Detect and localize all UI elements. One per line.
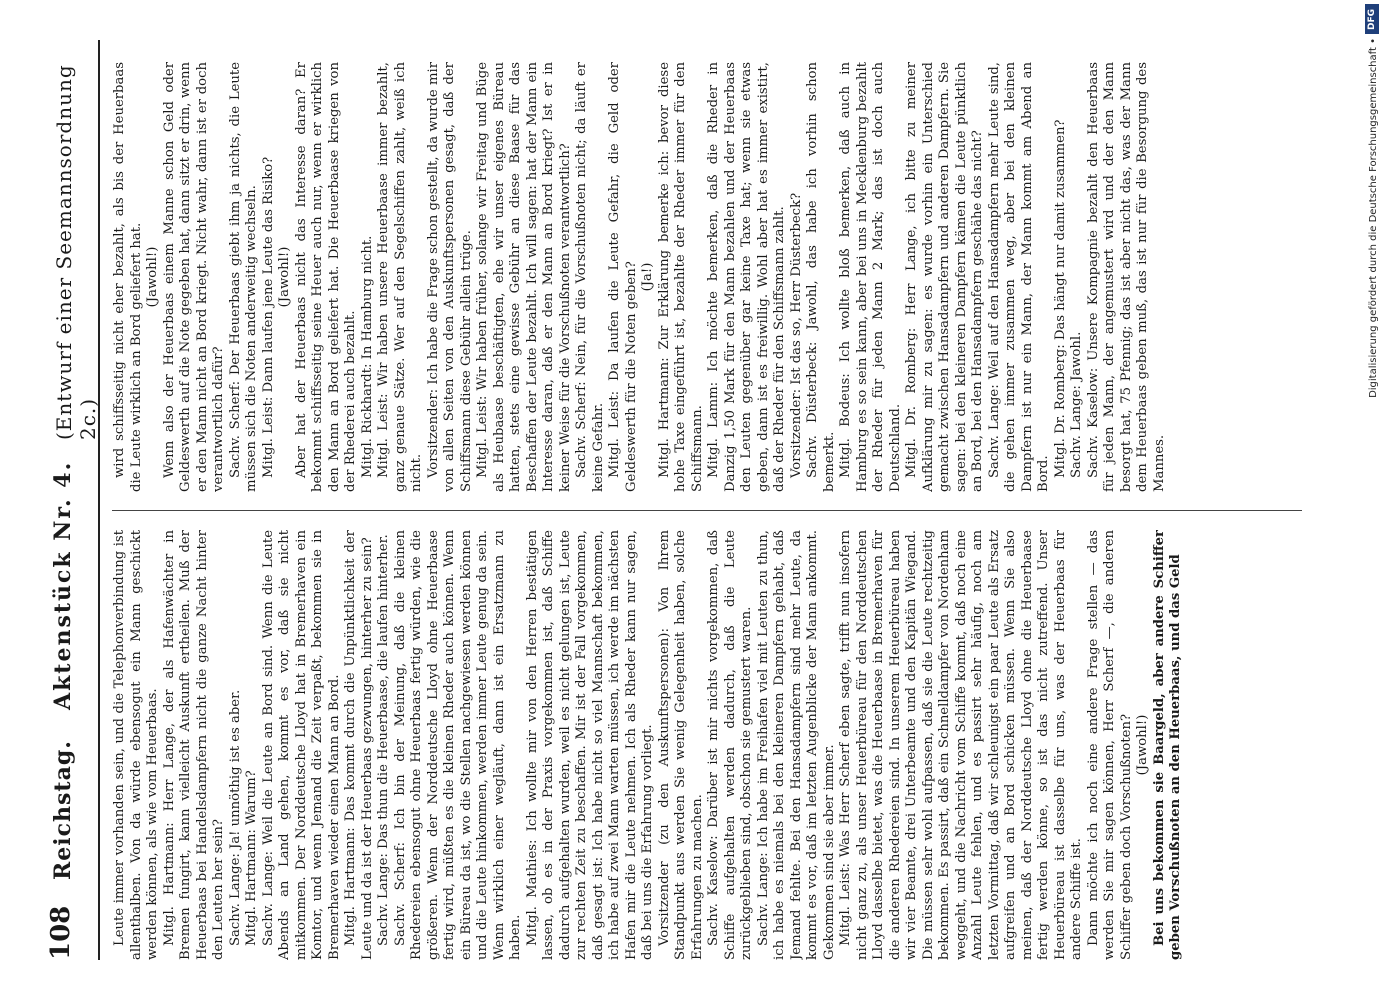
paragraph: Mitgl. Leist: Wir haben früher, solange wir Freitag und Büge als Heubaase beschäftigten, ehe wir unser eigenes Büreau hatten, stets eine gewisse Gebühr an diese Baase für das Beschaffen der Leute bezahlt. Ich will sagen: hat der Mann ein Interesse daran, daß er den Mann an Bord kriegt? Ist er in keiner Weise für die Vorschußnoten verantwortlich? <box>475 62 573 492</box>
running-head-left: Reichstag. <box>50 740 76 880</box>
paragraph: Mitgl. Hartmann: Das kommt durch die Unpünktlichkeit der Leute und da ist der Heuerbaas gezwungen, hinterher zu sein? <box>343 530 375 960</box>
paragraph: Sachv. Scherf: Nein, für die Vorschußnoten nicht; da läuft er keine Gefahr. <box>574 62 606 492</box>
paragraph: Bei uns bekommen sie Baargeld, aber andere Schiffer geben Vorschußnoten an den Heuerbaas, und das Geld <box>1151 530 1183 960</box>
paragraph: Mitgl. Dr. Romberg: Das hängt nur damit zusammen? <box>1052 119 1068 478</box>
paragraph: Vorsitzender: Ist das so, Herr Düsterbeck? <box>788 192 804 478</box>
text-column-left <box>112 530 1302 960</box>
paragraph: Sachv. Kaselow: Unsere Kompagnie bezahlt den Heuerbaas für jeden Mann, der angemustert wird und der den Mann besorgt hat, 75 Pfennig; das ist aber nicht das, was der Mann dem Heuerbaas geben muß, das ist nur für die Besorgung des Mannes. <box>1085 62 1167 492</box>
paragraph: Sachv. Scherf: Ich bin der Meinung, daß die kleinen Rhedereien ebensogut ohne Heuerbaas fertig würden, wie die größeren. Wenn der Norddeutsche Lloyd ohne Heuerbaase fertig wird, müßten es die kleinen Rheder auch können. Wenn ein Büreau da ist, wo die Stellen nachgewiesen werden können und die Leute hinkommen, werden immer Leute genug da sein. Wenn wirklich einer wegläuft, dann ist ein Ersatzmann zu haben. <box>392 530 523 960</box>
dfg-logo-icon: DFG <box>1365 4 1379 34</box>
paragraph: (Jawohl!) <box>1135 714 1150 776</box>
scanned-page <box>40 40 1330 960</box>
paragraph: Wenn also der Heuerbaas einem Manne schon Geld oder Geldeswerth auf die Note gegeben hat, dann sitzt er drin, wenn er den Mann nicht an Bord kriegt. Nicht wahr, dann ist er doch verantwortlich dafür? <box>161 62 226 492</box>
paragraph: Vorsitzender: Ich habe die Frage schon gestellt, da wurde mir von allen Seiten von den Auskunftspersonen gesagt, daß der Schiffsmann diese Gebühr allein trüge. <box>425 62 474 492</box>
paragraph: Sachv. Lange: Das thun die Heuerbaase, die laufen hinterher. <box>376 534 391 946</box>
paragraph: Sachv. Lange: Ich habe im Freihafen viel mit Leuten zu thun, ich habe es niemals bei den kleineren Dampfern gehabt, daß Jemand fehlte. Bei den Hansadampfern sind mehr Leute, da kommt es vor, daß im letzten Augenblicke der Mann ankommt. Gekommen sind sie aber immer. <box>755 530 837 960</box>
paragraph: Leute immer vorhanden sein, und die Telephonverbindung ist allenthalben. Von da würde ebensogut ein Mann geschickt werden können, als wie vom Heuerbaas. <box>112 530 160 960</box>
paragraph: Mitgl. Mathies: Ich wollte mir von den Herren bestätigen lassen, ob es in der Praxis vorgekommen ist, daß Schiffe dadurch aufgehalten wurden, weil es nicht gelungen ist, Leute zur rechten Zeit zu beschaffen. Mir ist der Fall vorgekommen, daß gesagt ist: Ich habe nicht so viel Mannschaft bekommen, ich habe auf zwei Mann warten müssen, ich werde im nächsten Hafen mir die Leute nehmen. Ich als Rheder kann nur sagen, daß bei uns die Erfahrung vorliegt. <box>524 530 655 960</box>
paragraph: Mitgl. Lamm: Ich möchte bemerken, daß die Rheder in Danzig 1,50 Mark für den Mann bezahlen und der Heuerbaas den Leuten gegenüber gar keine Taxe hat; wenn sie etwas geben, dann ist es freiwillig. Wohl aber hat es immer existirt, daß der Rheder für den Schiffsmann zahlt. <box>706 62 787 492</box>
page-number: 108 <box>46 905 76 960</box>
page-header <box>40 40 100 960</box>
paragraph: Mitgl. Leist: Was Herr Scherf eben sagte, trifft nun insofern nicht ganz zu, als unser Heuerbüreau für den Norddeutschen Lloyd dasselbe bietet, was die Heuerbaase in Bremerhaven für die anderen Rhedereien sind. In unserem Heuerbüreau haben wir vier Beamte, drei Unterbeamte und den Kapitän Wiegand. Die müssen sehr wohl aufpassen, daß sie die Leute rechtzeitig bekommen. Es passirt, daß ein Schnelldampfer von Nordenham weggeht, und die Nachricht vom Schiffe kommt, daß noch eine Anzahl Leute fehlen, und es passirt sehr häufig, noch am letzten Vormittag, daß wir schleunigst ein paar Leute als Ersatz aufgreifen und an Bord schicken müssen. Wenn Sie also meinen, daß der Norddeutsche Lloyd ohne die Heuerbaase fertig werden könne, so ist das nicht zutreffend. Unser Heuerbüreau ist dasselbe für uns, was der Heuerbaas für andere Schiffe ist. <box>838 530 1084 960</box>
paragraph: Mitgl. Leist: Wir haben unsere Heuerbaase immer bezahlt, ganz genaue Sätze. Wer auf den Segelschiffen zahlt, weiß ich nicht. <box>376 62 424 492</box>
paragraph: Dann möchte ich noch eine andere Frage stellen — das werden Sie mir sagen können, Herr Scherf —, die anderen Schiffer geben doch Vorschußnoten? <box>1085 530 1134 960</box>
digitization-credit: Digitalisierung gefördert durch die Deutsche Forschungsgemeinschaft • <box>1368 38 1379 398</box>
paragraph: Sachv. Lange: Weil die Leute an Bord sind. Wenn die Leute Abends an Land gehen, kommt es vor, daß sie nicht mitkommen. Der Norddeutsche Lloyd hat in Bremerhaven ein Komtor, und wenn Jemand die Zeit verpaßt, bekommen sie in Bremerhaven wieder einen Mann an Bord. <box>260 530 342 960</box>
paragraph: Mitgl. Hartmann: Herr Lange, der als Hafenwächter in Bremen fungirt, kann vielleicht Auskunft ertheilen. Muß der Heuerbaas bei Handelsdampfern nicht die ganze Nacht hinter den Leuten her sein? <box>161 530 226 960</box>
paragraph: Mitgl. Leist: Da laufen die Leute Gefahr, die Geld oder Geldeswerth für die Noten geben? <box>607 62 639 492</box>
paragraph: Vorsitzender (zu den Auskunftspersonen): Von Ihrem Standpunkt aus werden Sie wenig Gelegenheit haben, solche Erfahrungen zu machen. <box>656 530 705 960</box>
paragraph: Sachv. Lange: Ja! unnöthig ist es aber. <box>227 689 243 946</box>
text-column-right <box>112 62 1302 492</box>
paragraph: Sachv. Düsterbeck: Jawohl, das habe ich vorhin schon bemerkt. <box>805 62 837 492</box>
paragraph: Mitgl. Rickhardt: In Hamburg nicht. <box>359 235 375 478</box>
paragraph: Mitgl. Dr. Romberg: Herr Lange, ich bitte zu meiner Aufklärung mir zu sagen: es wurde vorhin ein Unterschied gemacht zwischen Hansadampfern und anderen Dampfern. Sie sagen: bei den kleineren Dampfern kämen die Leute pünktlich an Bord, bei den Hansadampfern geschähe das nicht? <box>904 62 985 492</box>
paragraph: (Ja!) <box>640 262 655 292</box>
column-divider <box>112 510 1302 511</box>
paragraph: Sachv. Lange: Weil auf den Hansadampfern mehr Leute sind, die gehen immer zusammen weg, aber bei den kleinen Dampfern ist nur ein Mann, der Mann kommt am Abend an Bord. <box>986 62 1051 492</box>
running-head-subtitle: (Entwurf einer Seemannsordnung 2c.) <box>52 64 100 440</box>
paragraph: Mitgl. Hartmann: Warum? <box>244 770 259 946</box>
paragraph: Sachv. Scherf: Der Heuerbaas giebt ihm ja nichts, die Leute müssen sich die Noten anderweitig wechseln. <box>227 62 259 492</box>
paragraph: Aber hat der Heuerbaas nicht das Interesse daran? Er bekommt schiffsseitig seine Heuer auch nur, wenn er wirklich den Mann an Bord geliefert hat. Die Heuerbaase kriegen von der Rhederei auch bezahlt. <box>293 62 358 492</box>
credit-sidebar <box>1361 0 1383 1000</box>
paragraph: wird schiffsseitig nicht eher bezahlt, als bis der Heuerbaas die Leute wirklich an Bord geliefert hat. <box>112 62 144 492</box>
paragraph: Mitgl. Bodeus: Ich wollte bloß bemerken, daß auch in Hamburg es so sein kann, aber bei uns in Mecklenburg bezahlt der Rheder für jeden Mann 2 Mark; das ist doch auch Deutschland. <box>838 62 903 492</box>
paragraph: Mitgl. Leist: Dann laufen jene Leute das Risiko? <box>260 156 276 478</box>
running-head-center: Aktenstück Nr. 4. <box>50 460 76 710</box>
paragraph: (Jawohl!) <box>145 246 160 308</box>
paragraph: (Jawohl!) <box>277 246 292 308</box>
paragraph: Mitgl. Hartmann: Zur Erklärung bemerke ich: bevor diese hohe Taxe eingeführt ist, bezahlte der Rheder immer für den Schiffsmann. <box>656 62 705 492</box>
paragraph: Sachv. Lange: Jawohl. <box>1069 331 1084 478</box>
paragraph: Sachv. Kaselow: Darüber ist mir nichts vorgekommen, daß Schiffe aufgehalten werden dadurch, daß die Leute zurückgeblieben sind, obschon sie gemustert waren. <box>706 530 754 960</box>
